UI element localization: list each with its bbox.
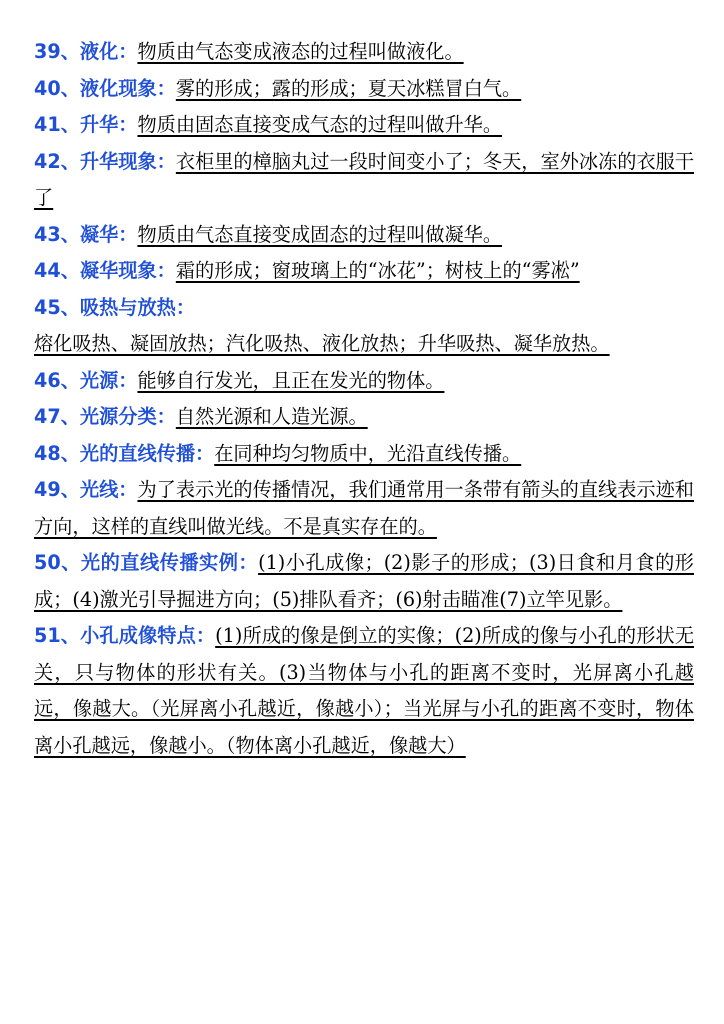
entry-definition: 雾的形成；露的形成；夏天冰糕冒白气。 bbox=[175, 76, 522, 100]
entry-term: 43、凝华： bbox=[34, 222, 138, 246]
entry-term: 46、光源： bbox=[34, 368, 138, 392]
entry-41 bbox=[34, 107, 694, 144]
entry-term: 45、吸热与放热： bbox=[34, 295, 196, 319]
entry-48 bbox=[34, 436, 694, 473]
entry-43 bbox=[34, 217, 694, 254]
entry-term: 42、升华现象： bbox=[34, 149, 176, 173]
entry-39 bbox=[34, 34, 694, 71]
entry-definition: (1)所成的像是倒立的实像；(2)所成的像与小孔的形状无关，只与物体的形状有关。(3)当物体与小孔的距离不变时，光屏离小孔越远，像越大。（光屏离小孔越近，像越小）；当光屏与小孔的距离不变时，物体离小孔越远，像越小。（物体离小孔越近，像越大） bbox=[34, 624, 695, 757]
entry-term: 41、升华： bbox=[34, 113, 138, 136]
entry-term: 44、凝华现象： bbox=[34, 259, 176, 282]
entry-47 bbox=[34, 399, 694, 436]
entry-definition: 在同种均匀物质中，光沿直线传播。 bbox=[214, 441, 522, 465]
entry-term: 40、液化现象： bbox=[34, 76, 176, 100]
entry-definition: 物质由气态变成液态的过程叫做液化。 bbox=[137, 40, 464, 63]
entry-51 bbox=[34, 618, 694, 764]
entry-50 bbox=[34, 545, 694, 618]
entry-42 bbox=[34, 144, 694, 217]
entry-definition: 物质由气态直接变成固态的过程叫做凝华。 bbox=[137, 222, 503, 246]
entry-40 bbox=[34, 71, 694, 108]
entry-term: 39、液化： bbox=[34, 40, 138, 63]
entry-definition: 自然光源和人造光源。 bbox=[175, 405, 368, 428]
entry-46 bbox=[34, 363, 694, 400]
entry-term: 50、光的直线传播实例： bbox=[34, 551, 259, 574]
entry-definition: 能够自行发光，且正在发光的物体。 bbox=[137, 368, 445, 392]
entry-definition: 为了表示光的传播情况，我们通常用一条带有箭头的直线表示迹和方向，这样的直线叫做光线。不是真实存在的。 bbox=[34, 478, 694, 538]
entry-definition: 熔化吸热、凝固放热；汽化吸热、液化放热；升华吸热、凝华放热。 bbox=[34, 332, 610, 355]
entry-term: 49、光线： bbox=[34, 478, 138, 501]
entry-term: 48、光的直线传播： bbox=[34, 441, 215, 465]
entry-45 bbox=[34, 290, 694, 363]
entry-term: 47、光源分类： bbox=[34, 405, 176, 428]
entry-definition: 物质由固态直接变成气态的过程叫做升华。 bbox=[137, 113, 503, 136]
entry-definition: 衣柜里的樟脑丸过一段时间变小了；冬天，室外冰冻的衣服干了 bbox=[34, 149, 695, 209]
entry-definition: 霜的形成；窗玻璃上的“冰花”；树枝上的“雾凇” bbox=[175, 259, 580, 282]
entry-term: 51、小孔成像特点： bbox=[34, 624, 216, 647]
entry-44 bbox=[34, 253, 694, 290]
study-notes bbox=[34, 34, 694, 764]
entry-49 bbox=[34, 472, 694, 545]
entry-definition: (1)小孔成像；(2)影子的形成；(3)日食和月食的形成；(4)激光引导掘进方向；(5)排队看齐；(6)射击瞄准(7)立竿见影。 bbox=[34, 551, 694, 611]
